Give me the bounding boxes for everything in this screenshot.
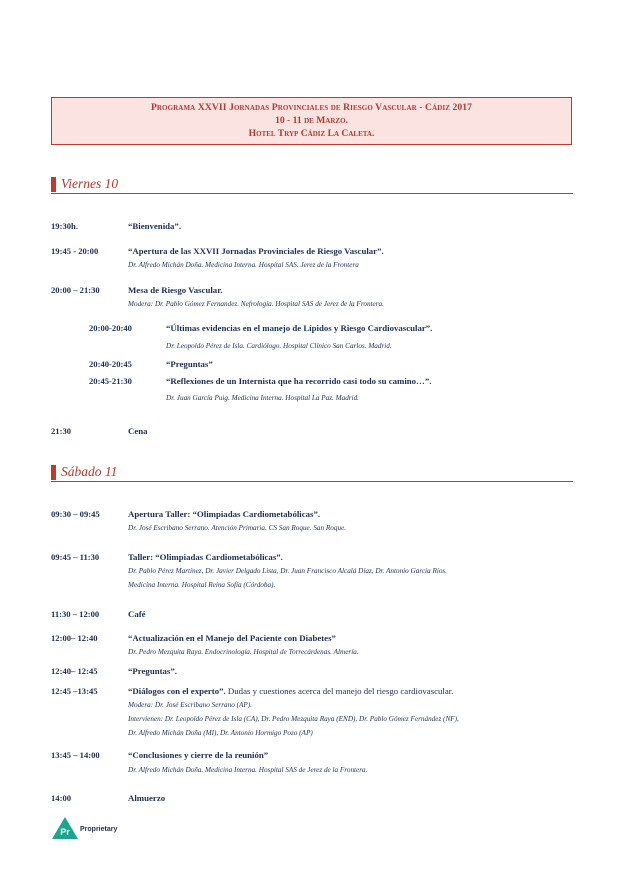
session-title: Taller: “Olimpiadas Cardiometabólicas”. (128, 552, 283, 562)
session-title: “Bienvenida”. (128, 221, 182, 231)
day-heading-sabado (51, 464, 573, 482)
session-speaker: Dr. Alfredo Michán Doña (MI), Dr. Antonio Hormigo Pozo (AP) (128, 729, 313, 737)
session-time: 12:00– 12:40 (51, 633, 98, 643)
day-title: Viernes 10 (61, 176, 119, 191)
session-title: “Conclusiones y cierre de la reunión” (128, 750, 269, 760)
session-time: 09:30 – 09:45 (51, 509, 100, 519)
session-title: “Preguntas”. (128, 666, 177, 676)
session-title (128, 686, 453, 696)
program-venue: Hotel Tryp Cádiz La Caleta. (248, 128, 375, 139)
program-title: Programa XXVII Jornadas Provinciales de Riesgo Vascular - Cádiz 2017 (150, 102, 473, 113)
day-heading-rule (51, 481, 573, 482)
session-speaker: Dr. Juan García Puig. Medicina Interna. Hospital La Paz. Madrid. (166, 394, 359, 402)
session-time: 12:40– 12:45 (51, 666, 98, 676)
session-time: 09:45 – 11:30 (51, 552, 100, 562)
session-title: “Actualización en el Manejo del Paciente con Diabetes” (128, 633, 336, 643)
session-time: 13:45 – 14:00 (51, 750, 100, 760)
session-time: 14:00 (51, 793, 72, 803)
session-title: “Preguntas” (166, 359, 213, 369)
session-title: “Últimas evidencias en el manejo de Lípidos y Riesgo Cardiovascular”. (166, 323, 433, 333)
session-speaker: Modera: Dr. José Escribano Serrano (AP). (128, 701, 252, 709)
session-speaker: Intervienen: Dr. Leopoldo Pérez de Isla (CA), Dr. Pedro Mezquita Raya (END), Dr. Pablo Gómez Fernández (NF), (128, 715, 459, 723)
session-time: 11:30 – 12:00 (51, 609, 100, 619)
session-title: “Apertura de las XXVII Jornadas Provinciales de Riesgo Vascular”. (128, 246, 384, 256)
session-title-bold: “Diálogos con el experto”. (128, 686, 226, 696)
session-time: 20:00-20:40 (89, 323, 132, 333)
logo-letters: Pr (60, 827, 70, 837)
session-speaker: Dr. Pedro Mezquita Raya. Endocrinología. Hospital de Torrecárdenas. Almería. (128, 648, 359, 656)
program-header (51, 97, 572, 145)
session-speaker: Dr. Leopoldo Pérez de Isla. Cardiólogo. Hospital Clínico San Carlos. Madrid. (166, 342, 392, 350)
proprietary-logo-icon (52, 817, 78, 839)
day-heading-viernes (51, 176, 573, 194)
session-title: Almuerzo (128, 793, 166, 803)
day-heading-rule (51, 193, 573, 194)
day-heading-bar (51, 177, 56, 192)
logo-text: Proprietary (80, 826, 118, 833)
session-speaker: Dr. Alfredo Michán Doña. Medicina Interna. Hospital SAS de Jerez de la Frontera. (128, 766, 368, 774)
session-time: 19:30h. (51, 221, 78, 231)
program-dates: 10 - 11 de Marzo. (275, 115, 348, 126)
session-time: 12:45 –13:45 (51, 686, 98, 696)
day-heading-bar (51, 465, 56, 480)
session-speaker: Medicina Interna. Hospital Reina Sofía (Córdoba). (128, 581, 276, 589)
day-title: Sábado 11 (61, 464, 118, 479)
session-time: 19:45 - 20:00 (51, 246, 99, 256)
session-speaker: Dr. Pablo Pérez Martínez, Dr. Javier Delgado Lista, Dr. Juan Francisco Alcalá Díaz, Dr. Antonio García Ríos. (128, 567, 448, 575)
session-speaker: Modera: Dr. Pablo Gómez Fernandez. Nefrología. Hospital SAS de Jerez de la Frontera. (128, 300, 384, 308)
session-title: “Reflexiones de un Internista que ha recorrido casi todo su camino…”. (166, 376, 432, 386)
session-time: 20:45-21:30 (89, 376, 132, 386)
session-title: Mesa de Riesgo Vascular. (128, 285, 223, 295)
session-time: 20:40-20:45 (89, 359, 132, 369)
session-time: 20:00 – 21:30 (51, 285, 100, 295)
session-speaker: Dr. Alfredo Michán Doña. Medicina Interna. Hospital SAS. Jerez de la Frontera (128, 261, 359, 269)
session-title: Cena (128, 426, 148, 436)
session-title: Café (128, 609, 146, 619)
session-time: 21:30 (51, 426, 72, 436)
session-speaker: Dr. José Escribano Serrano. Atención Primaria. CS San Roque. San Roque. (128, 524, 347, 532)
session-title: Apertura Taller: “Olimpiadas Cardiometabólicas”. (128, 509, 321, 519)
session-title-description: Dudas y cuestiones acerca del manejo del riesgo cardiovascular. (225, 686, 454, 696)
